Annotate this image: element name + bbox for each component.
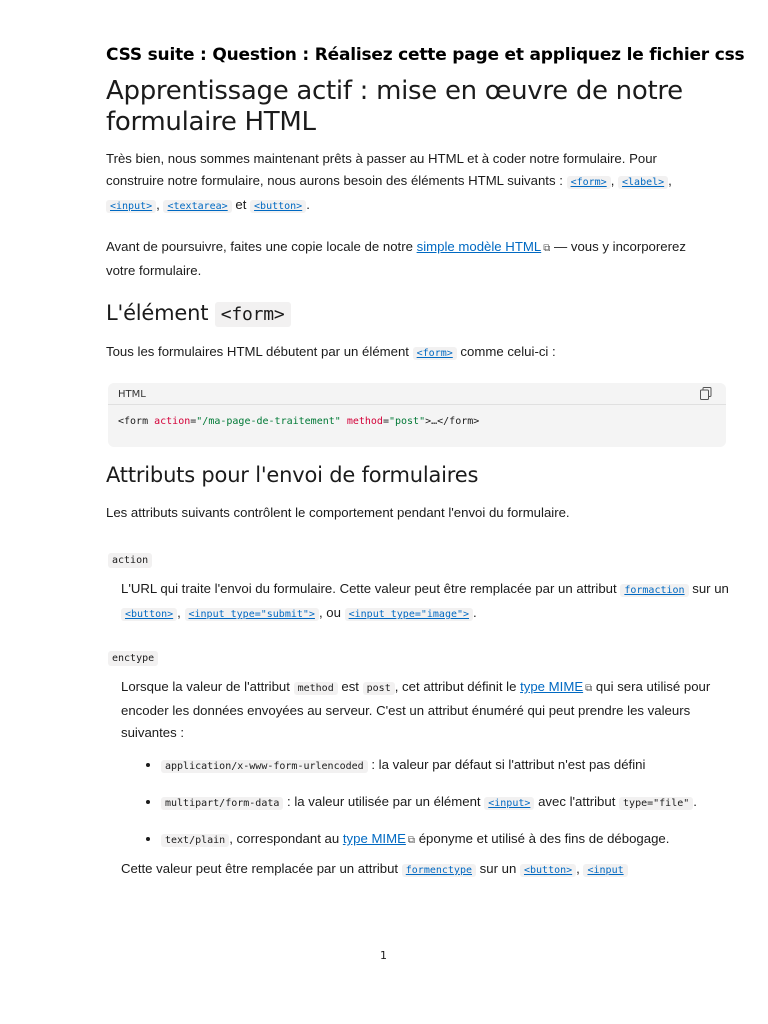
term-action: action [108,553,152,568]
enctype-definition [121,676,741,744]
code-post: post [363,682,395,695]
list-item [161,828,761,852]
code-example-box [108,383,726,447]
term-enctype: enctype [108,651,158,666]
code-type-file: type="file" [619,797,693,810]
list-item-text: : la valeur par défaut si l'attribut n'est pas défini [367,757,646,772]
action-text: L'URL qui traite l'envoi du formulaire. Cette valeur peut être remplacée par un attribut [121,581,621,596]
code-link-input[interactable]: <input> [106,200,156,213]
intro-text: Très bien, nous sommes maintenant prêts à passer au HTML et à coder notre formulaire. Pour construire notre formulaire, nous aurons besoin des éléments HTML suivants : [106,151,657,188]
override-text: Cette valeur peut être remplacée par un attribut [121,861,402,876]
avant-text: Avant de poursuivre, faites une copie locale de notre [106,239,417,254]
attributes-description: Les attributs suivants contrôlent le comportement pendant l'envoi du formulaire. [106,505,570,520]
code-link-button[interactable]: <button> [121,608,177,621]
conjunction: et [231,197,251,212]
mime-type-link[interactable]: type MIME [520,679,584,694]
code-link-input-submit[interactable]: <input type="submit"> [185,608,319,621]
list-item [161,754,761,778]
code-link-formaction[interactable]: formaction [620,584,688,597]
form-intro-text: Tous les formulaires HTML débutent par un élément [106,344,413,359]
enctype-text-b: est [337,679,363,694]
separator: , [156,197,164,212]
action-definition [121,578,741,626]
main-heading-line1: Apprentissage actif : mise en œuvre de notre [106,76,683,106]
code-link-form[interactable]: <form> [413,347,457,360]
code-token-tag: <form [118,416,155,427]
code-multipart: multipart/form-data [161,797,283,810]
code-urlencoded: application/x-www-form-urlencoded [161,760,368,773]
page-number: 1 [380,949,387,962]
code-link-input-image[interactable]: <input type="image"> [345,608,473,621]
list-item-text: , correspondant au [229,831,343,846]
code-example-body [108,405,726,438]
external-link-icon: ⧉ [585,683,593,694]
enctype-text-d: qui sera utilisé pour encoder les données envoyées au serveur. C'est un attribut énuméré qui peut prendre les valeurs suivantes : [121,679,711,740]
avant-text-end: — vous y incorporerez votre formulaire. [106,239,686,278]
code-token-equals: = [382,416,389,427]
action-text-b: sur un [688,581,729,596]
code-token-attr-method: method [346,416,383,427]
code-language-label: HTML [118,389,146,400]
code-link-input[interactable]: <input [583,864,627,877]
separator: , [576,861,584,876]
copy-icon[interactable] [700,387,712,400]
document-title: CSS suite : Question : Réalisez cette page et appliquez le fichier css [106,45,745,65]
intro-paragraph [106,148,706,218]
code-link-input[interactable]: <input> [484,797,534,810]
code-link-form[interactable]: <form> [567,176,611,189]
code-link-button[interactable]: <button> [250,200,306,213]
section-form-heading [106,301,291,325]
mime-type-link[interactable]: type MIME [342,831,406,846]
code-link-label[interactable]: <label> [618,176,668,189]
code-token-value-action: "/ma-page-de-traitement" [196,416,341,427]
code-token-attr-action: action [154,416,191,427]
list-item-text: avec l'attribut [534,794,620,809]
form-intro-text-end: comme celui-ci : [456,344,556,359]
separator: , [177,605,185,620]
separator: , [610,173,619,188]
list-item [161,791,761,815]
period: . [693,794,697,809]
code-link-button[interactable]: <button> [520,864,576,877]
list-item-text: éponyme et utilisé à des fins de débogage. [415,831,670,846]
separator: , ou [318,605,345,620]
code-example-header [108,383,726,405]
list-item-text: : la valeur utilisée par un élément [283,794,485,809]
external-link-icon: ⧉ [543,243,551,254]
code-method: method [294,682,338,695]
enctype-text-c: , cet attribut définit le [394,679,521,694]
code-token-value-method: "post" [388,416,426,427]
enctype-override-paragraph [121,858,741,882]
override-text-b: sur un [476,861,520,876]
period: . [473,605,477,620]
main-heading-line2: formulaire HTML [106,107,316,137]
main-heading [106,76,706,138]
simple-template-link[interactable]: simple modèle HTML [416,239,542,254]
avant-paragraph [106,236,716,282]
code-token-tag-close: >…</form> [425,416,480,427]
period: . [306,197,310,212]
enctype-values-list [121,754,761,865]
enctype-text: Lorsque la valeur de l'attribut [121,679,294,694]
section-attributes-heading: Attributs pour l'envoi de formulaires [106,463,479,487]
form-intro-paragraph [106,341,706,365]
code-token-equals: = [190,416,197,427]
section-form-title: L'élément [106,301,215,325]
code-link-formenctype[interactable]: formenctype [402,864,476,877]
code-link-textarea[interactable]: <textarea> [163,200,231,213]
separator: , [668,173,672,188]
section-form-code: <form> [215,302,291,327]
external-link-icon: ⧉ [407,835,416,846]
code-text-plain: text/plain [161,834,229,847]
